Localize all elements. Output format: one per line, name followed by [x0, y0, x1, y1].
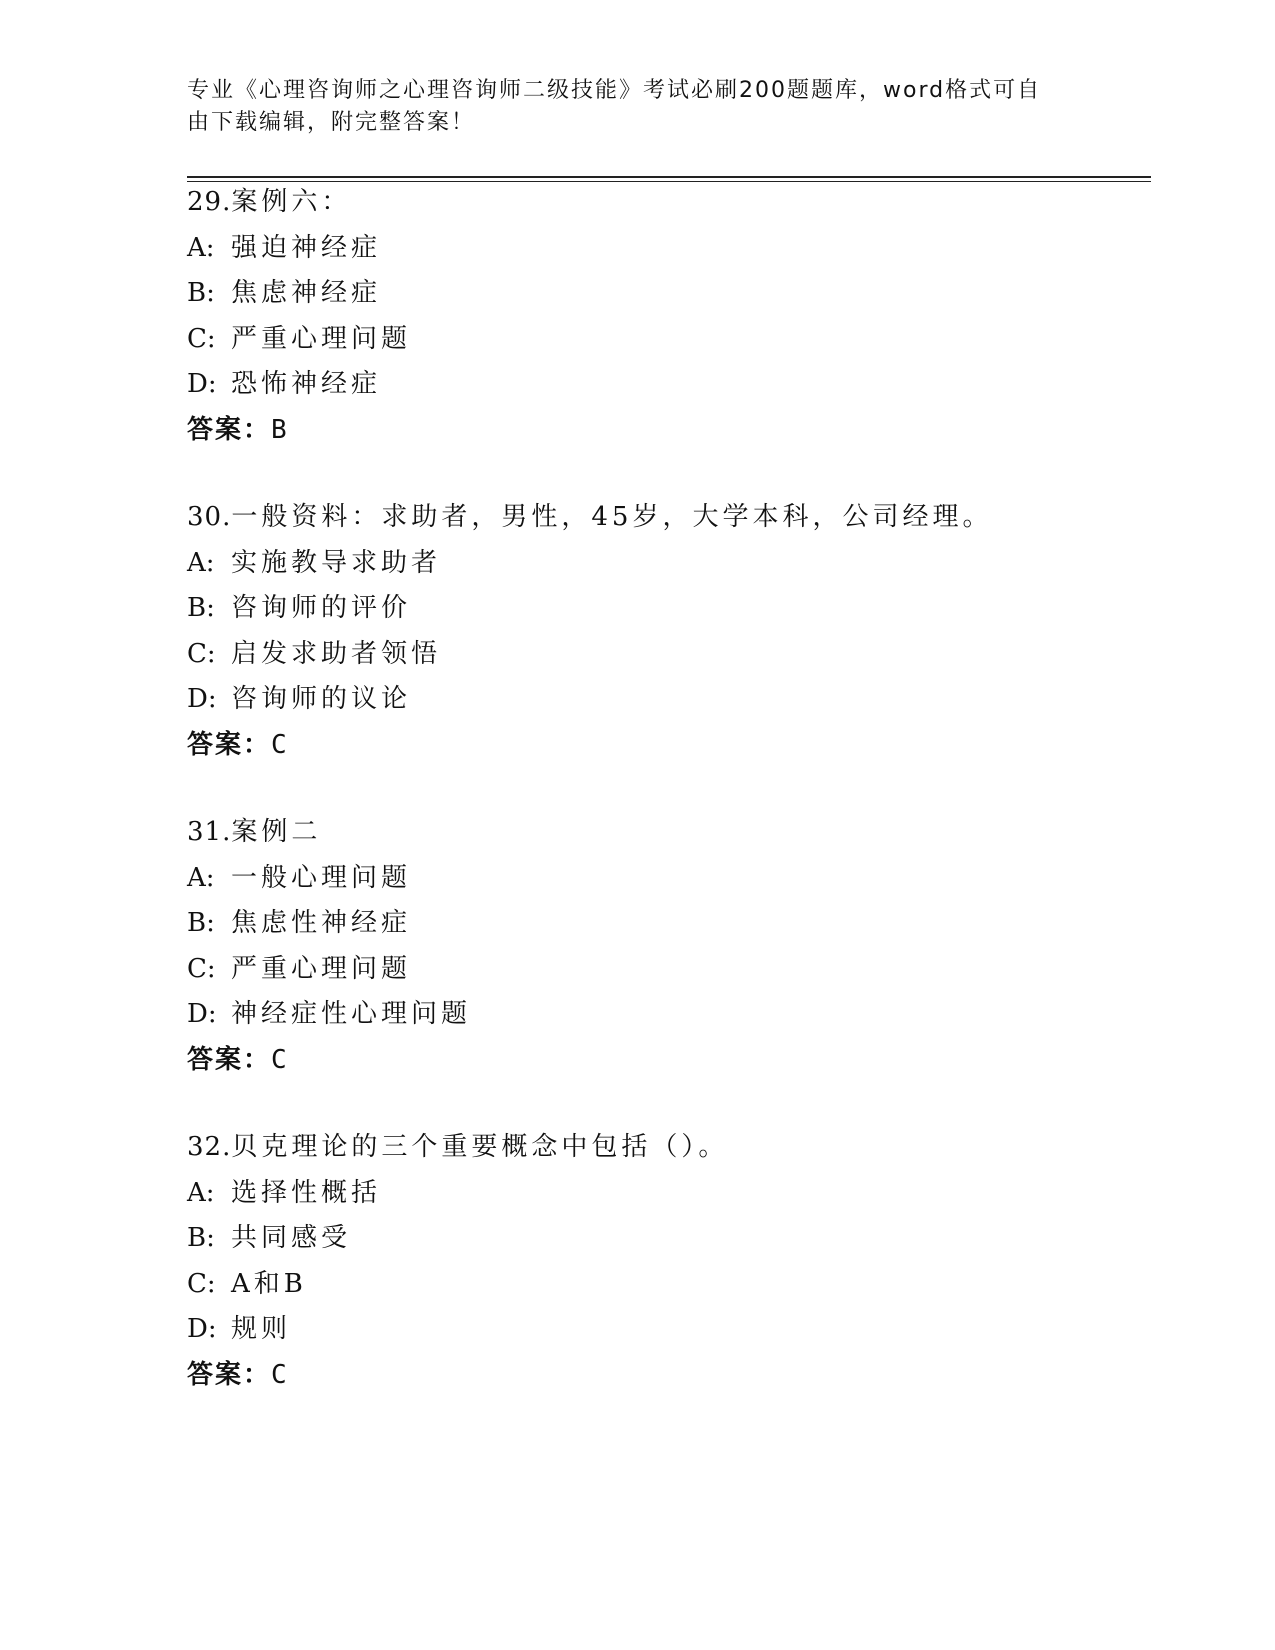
option-c: [187, 632, 1151, 678]
option-b: [187, 1216, 1151, 1262]
option-d: [187, 1307, 1151, 1353]
question-31: [187, 810, 1151, 1083]
answer-line: [187, 723, 1151, 769]
option-text: 神经症性心理问题: [231, 999, 472, 1029]
answer-value: B: [271, 414, 289, 445]
option-letter: A:: [187, 232, 215, 263]
option-text: 严重心理问题: [231, 323, 412, 354]
option-text: 实施教导求助者: [231, 547, 442, 578]
option-a: [187, 856, 1151, 902]
answer-label: 答案：: [187, 1044, 272, 1075]
option-text: 恐怖神经症: [231, 369, 382, 399]
option-letter: A:: [187, 547, 215, 578]
option-letter: C:: [187, 1268, 216, 1299]
option-a: [187, 226, 1151, 272]
question-text: 案例六：: [231, 187, 352, 217]
option-letter: B:: [187, 593, 215, 623]
answer-label: 答案：: [187, 729, 272, 760]
question-number: 31.: [187, 817, 232, 847]
option-letter: B:: [187, 908, 215, 938]
option-text: 一般心理问题: [231, 862, 412, 893]
option-letter: C:: [187, 323, 216, 354]
question-text: 贝克理论的三个重要概念中包括（）。: [231, 1132, 729, 1162]
option-text: 焦虑性神经症: [231, 908, 412, 938]
option-text: 咨询师的议论: [231, 684, 412, 714]
option-letter: D:: [187, 999, 217, 1029]
option-a: [187, 1171, 1151, 1217]
option-text: 强迫神经症: [231, 232, 382, 263]
question-text: 案例二: [231, 817, 322, 847]
question-stem: [187, 810, 1151, 856]
question-32: [187, 1125, 1151, 1398]
option-letter: C:: [187, 953, 216, 984]
option-letter: D:: [187, 369, 217, 399]
question-number: 30.: [187, 502, 232, 532]
answer-value: C: [271, 1359, 289, 1390]
option-text: A和B: [231, 1268, 307, 1299]
option-letter: B:: [187, 1223, 215, 1253]
option-d: [187, 362, 1151, 408]
option-letter: A:: [187, 1177, 215, 1208]
question-stem: [187, 1125, 1151, 1171]
header-divider-thick: [187, 176, 1151, 178]
question-stem: [187, 495, 1151, 541]
option-b: [187, 901, 1151, 947]
option-b: [187, 271, 1151, 317]
option-b: [187, 586, 1151, 632]
option-text: 共同感受: [231, 1223, 352, 1253]
option-a: [187, 541, 1151, 587]
option-letter: D:: [187, 684, 217, 714]
question-29: [187, 180, 1151, 453]
question-number: 32.: [187, 1132, 232, 1162]
option-letter: C:: [187, 638, 216, 669]
option-text: 选择性概括: [231, 1177, 382, 1208]
option-text: 咨询师的评价: [231, 593, 412, 623]
option-text: 启发求助者领悟: [231, 638, 442, 669]
answer-label: 答案：: [187, 414, 272, 445]
option-c: [187, 947, 1151, 993]
option-d: [187, 677, 1151, 723]
header-line-2: 由下载编辑，附完整答案！: [187, 110, 476, 135]
answer-label: 答案：: [187, 1359, 272, 1390]
option-text: 严重心理问题: [231, 953, 412, 984]
answer-value: C: [271, 1044, 289, 1075]
question-number: 29.: [187, 187, 232, 217]
answer-line: [187, 1038, 1151, 1084]
answer-line: [187, 1353, 1151, 1399]
question-stem: [187, 180, 1151, 226]
option-letter: D:: [187, 1314, 217, 1344]
question-30: [187, 495, 1151, 768]
document-header: [187, 75, 1067, 139]
option-letter: B:: [187, 278, 215, 308]
answer-value: C: [271, 729, 289, 760]
option-c: [187, 317, 1151, 363]
option-d: [187, 992, 1151, 1038]
option-text: 焦虑神经症: [231, 278, 382, 308]
option-letter: A:: [187, 862, 215, 893]
answer-line: [187, 408, 1151, 454]
header-line-1: 专业《心理咨询师之心理咨询师二级技能》考试必刷200题题库，word格式可自: [187, 78, 1042, 103]
option-c: [187, 1262, 1151, 1308]
option-text: 规则: [231, 1314, 292, 1344]
question-text: 一般资料：求助者，男性，45岁，大学本科，公司经理。: [231, 502, 993, 532]
